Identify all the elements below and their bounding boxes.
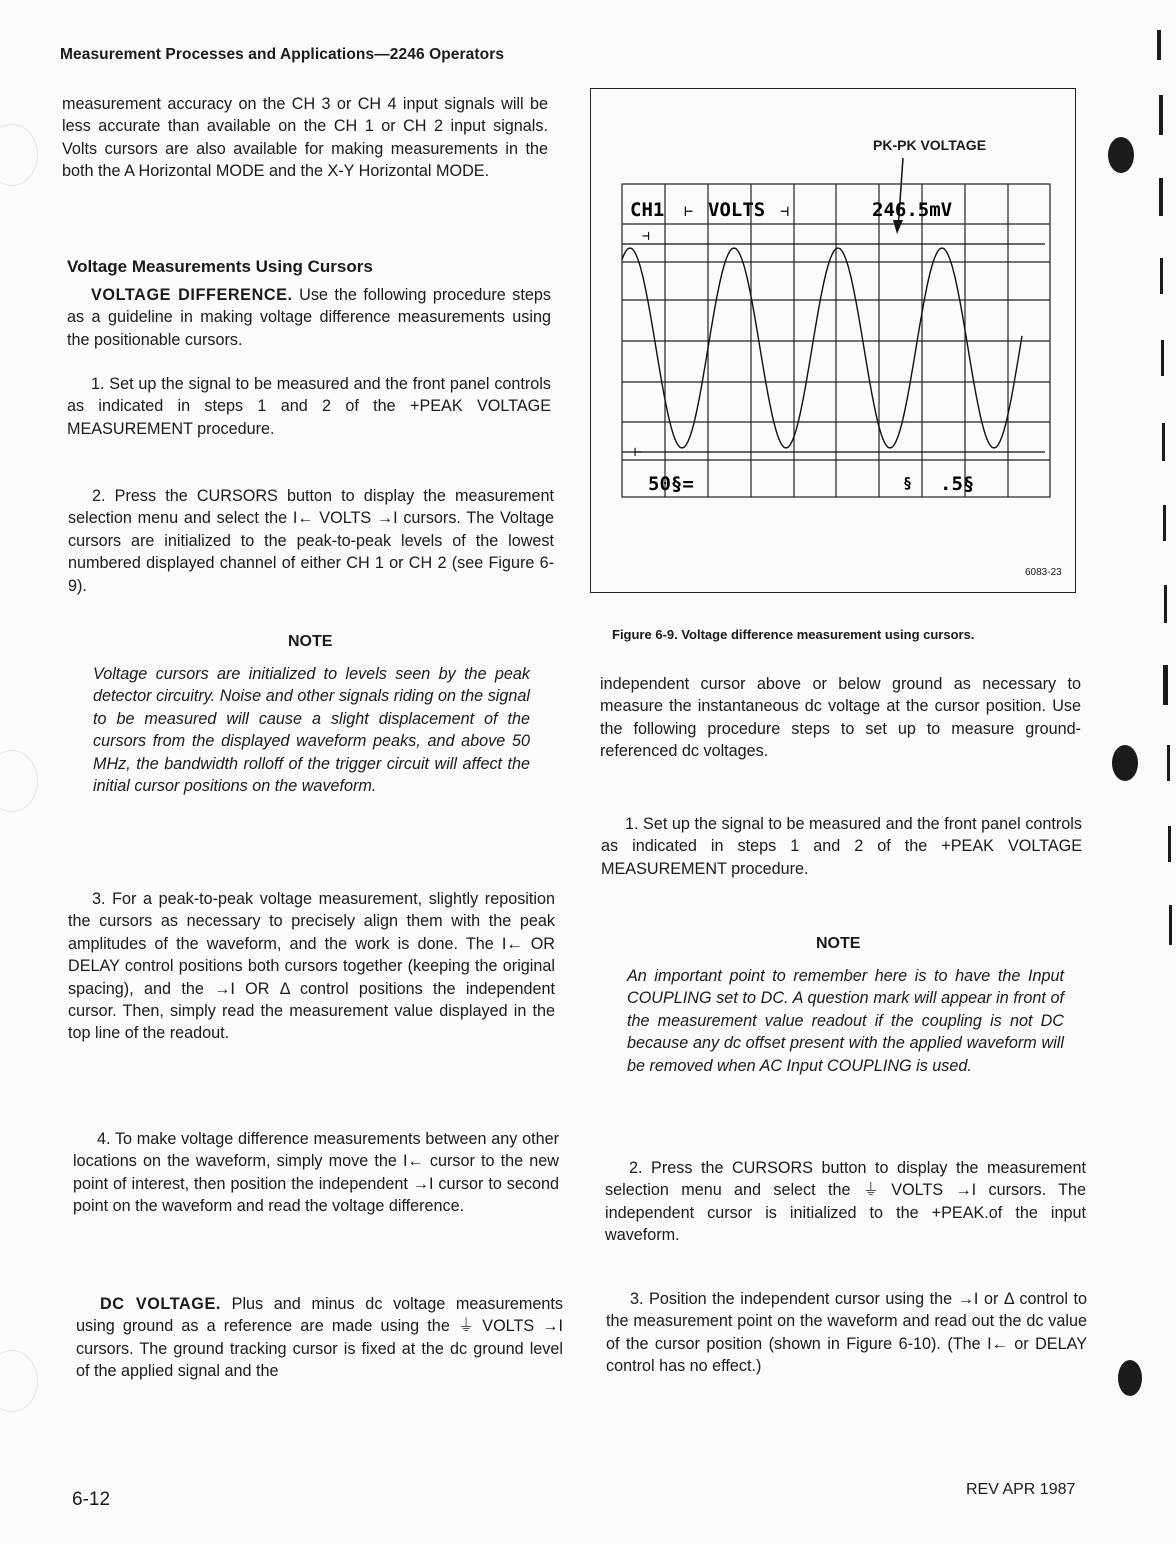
tab-edge-mark: [1168, 826, 1171, 862]
voltage-difference-lead: VOLTAGE DIFFERENCE.: [91, 286, 293, 304]
left-hole-artifact: [0, 1350, 38, 1412]
dc-voltage-lead: DC VOLTAGE.: [100, 1295, 221, 1313]
revision-date: REV APR 1987: [966, 1481, 1076, 1498]
intro-paragraph: measurement accuracy on the CH 3 or CH 4 input signals will be less accurate than available on the CH 1 or CH 2 input signals. Volts cursors are also available for making measurements in the both the A Horizontal MODE and the X-Y Horizontal MODE.: [62, 95, 548, 181]
sine-waveform: [622, 248, 1022, 448]
tab-edge-mark: [1164, 585, 1167, 623]
left-step-4: 4. To make voltage difference measurements between any other locations on the waveform, simply move the I← cursor to the new point of interest, then position the independent →I cursor to second point on the waveform and read the voltage difference.: [73, 1130, 559, 1216]
right-step-2: 2. Press the CURSORS button to display the measurement selection menu and select the ⏚ VOLTS →I cursors. The independent cursor is initialized to the +PEAK.of the input waveform.: [605, 1159, 1086, 1245]
tab-edge-mark: [1163, 665, 1168, 705]
tab-edge-mark: [1167, 745, 1170, 781]
page-number: 6-12: [72, 1489, 111, 1510]
tab-edge-mark: [1159, 178, 1163, 216]
right-note-body: An important point to remember here is to have the Input COUPLING set to DC. A question mark will appear in front of the measurement value readout if the coupling is not DC because any dc offset present with the applied waveform will be removed when AC Input COUPLING is used.: [627, 967, 1064, 1075]
pk-pointer-arrowhead: [893, 220, 903, 234]
readout-bottom-mid: §: [903, 474, 913, 492]
graticule: [622, 184, 1050, 497]
right-note-title: NOTE: [816, 935, 861, 952]
readout-channel: CH1: [630, 199, 665, 221]
readout-bottom-right: .5§: [940, 473, 975, 495]
right-hole-artifact: [1118, 1360, 1142, 1396]
tab-edge-mark: [1157, 30, 1161, 60]
dc-voltage-paragraph: [76, 1293, 563, 1383]
voltage-difference-text: Use the following procedure steps as a guideline in making voltage difference measurements using the positionable cursors.: [67, 286, 551, 349]
tab-edge-mark: [1162, 423, 1165, 461]
upper-cursor-mark: ⊣: [642, 229, 650, 244]
tab-edge-mark: [1161, 340, 1164, 376]
right-hole-artifact: [1108, 137, 1134, 173]
pk-pk-label: PK-PK VOLTAGE: [873, 137, 987, 153]
readout-value: 246.5mV: [872, 199, 953, 221]
left-step-2: 2. Press the CURSORS button to display the measurement selection menu and select the I← VOLTS →I cursors. The Voltage cursors are initialized to the peak-to-peak levels of the lowest numbered displayed channel of either CH 1 or CH 2 (see Figure 6-9).: [68, 487, 554, 595]
figure-caption: Figure 6-9. Voltage difference measurement using cursors.: [612, 627, 975, 642]
readout-arrow-symbol: ⊣: [780, 202, 790, 220]
tab-edge-mark: [1160, 258, 1163, 294]
lower-cursor-mark: ⊢: [634, 445, 642, 460]
scope-screen: [590, 150, 1076, 590]
left-step-1: 1. Set up the signal to be measured and the front panel controls as indicated in steps 1 and 2 of the +PEAK VOLTAGE MEASUREMENT procedure.: [67, 375, 551, 438]
right-continuation: independent cursor above or below ground as necessary to measure the instantaneous dc voltage at the cursor position. Use the following procedure steps to set up to measure ground-referenced dc voltages.: [600, 675, 1081, 761]
tab-edge-mark: [1169, 905, 1172, 945]
readout-volts: VOLTS: [708, 199, 766, 221]
right-hole-artifact: [1112, 745, 1138, 781]
left-note-title: NOTE: [288, 633, 333, 650]
tab-edge-mark: [1163, 505, 1166, 541]
tab-edge-mark: [1159, 95, 1163, 135]
voltage-difference-paragraph: [67, 284, 551, 351]
left-hole-artifact: [0, 124, 38, 186]
left-hole-artifact: [0, 750, 38, 812]
right-step-3: 3. Position the independent cursor using the →I or Δ control to the measurement point on the waveform and read out the dc value of the cursor position (shown in Figure 6-10). (The I← or DELAY control has no effect.): [606, 1290, 1087, 1376]
readout-cursor-symbol: ⊢: [684, 202, 694, 220]
right-step-1: 1. Set up the signal to be measured and the front panel controls as indicated in steps 1 and 2 of the +PEAK VOLTAGE MEASUREMENT procedure.: [601, 815, 1082, 878]
section-heading: Voltage Measurements Using Cursors: [67, 257, 373, 276]
dc-voltage-text: Plus and minus dc voltage measurements using ground as a reference are made using the ⏚ VOLTS →I cursors. The ground tracking cursor is fixed at the dc ground level of the applied signal and the: [76, 1295, 563, 1381]
readout-timebase: 50§=: [648, 473, 694, 495]
left-note-body: Voltage cursors are initialized to levels seen by the peak detector circuitry. Noise and other signals riding on the signal to be measured will cause a slight displacement of the cursors from the displayed waveform peaks, and above 50 MHz, the bandwidth rolloff of the trigger circuit will affect the initial cursor positions on the waveform.: [93, 665, 530, 796]
left-step-3: 3. For a peak-to-peak voltage measurement, slightly reposition the cursors as necessary to precisely align them with the peak amplitudes of the waveform, and the work is done. The I← OR DELAY control positions both cursors together (keeping the original spacing), and the →I OR Δ control positions the independent cursor. Then, simply read the measurement value displayed in the top line of the readout.: [68, 890, 555, 1043]
page-header: Measurement Processes and Applications—2246 Operators: [60, 46, 505, 63]
figure-number: 6083-23: [1025, 567, 1062, 578]
